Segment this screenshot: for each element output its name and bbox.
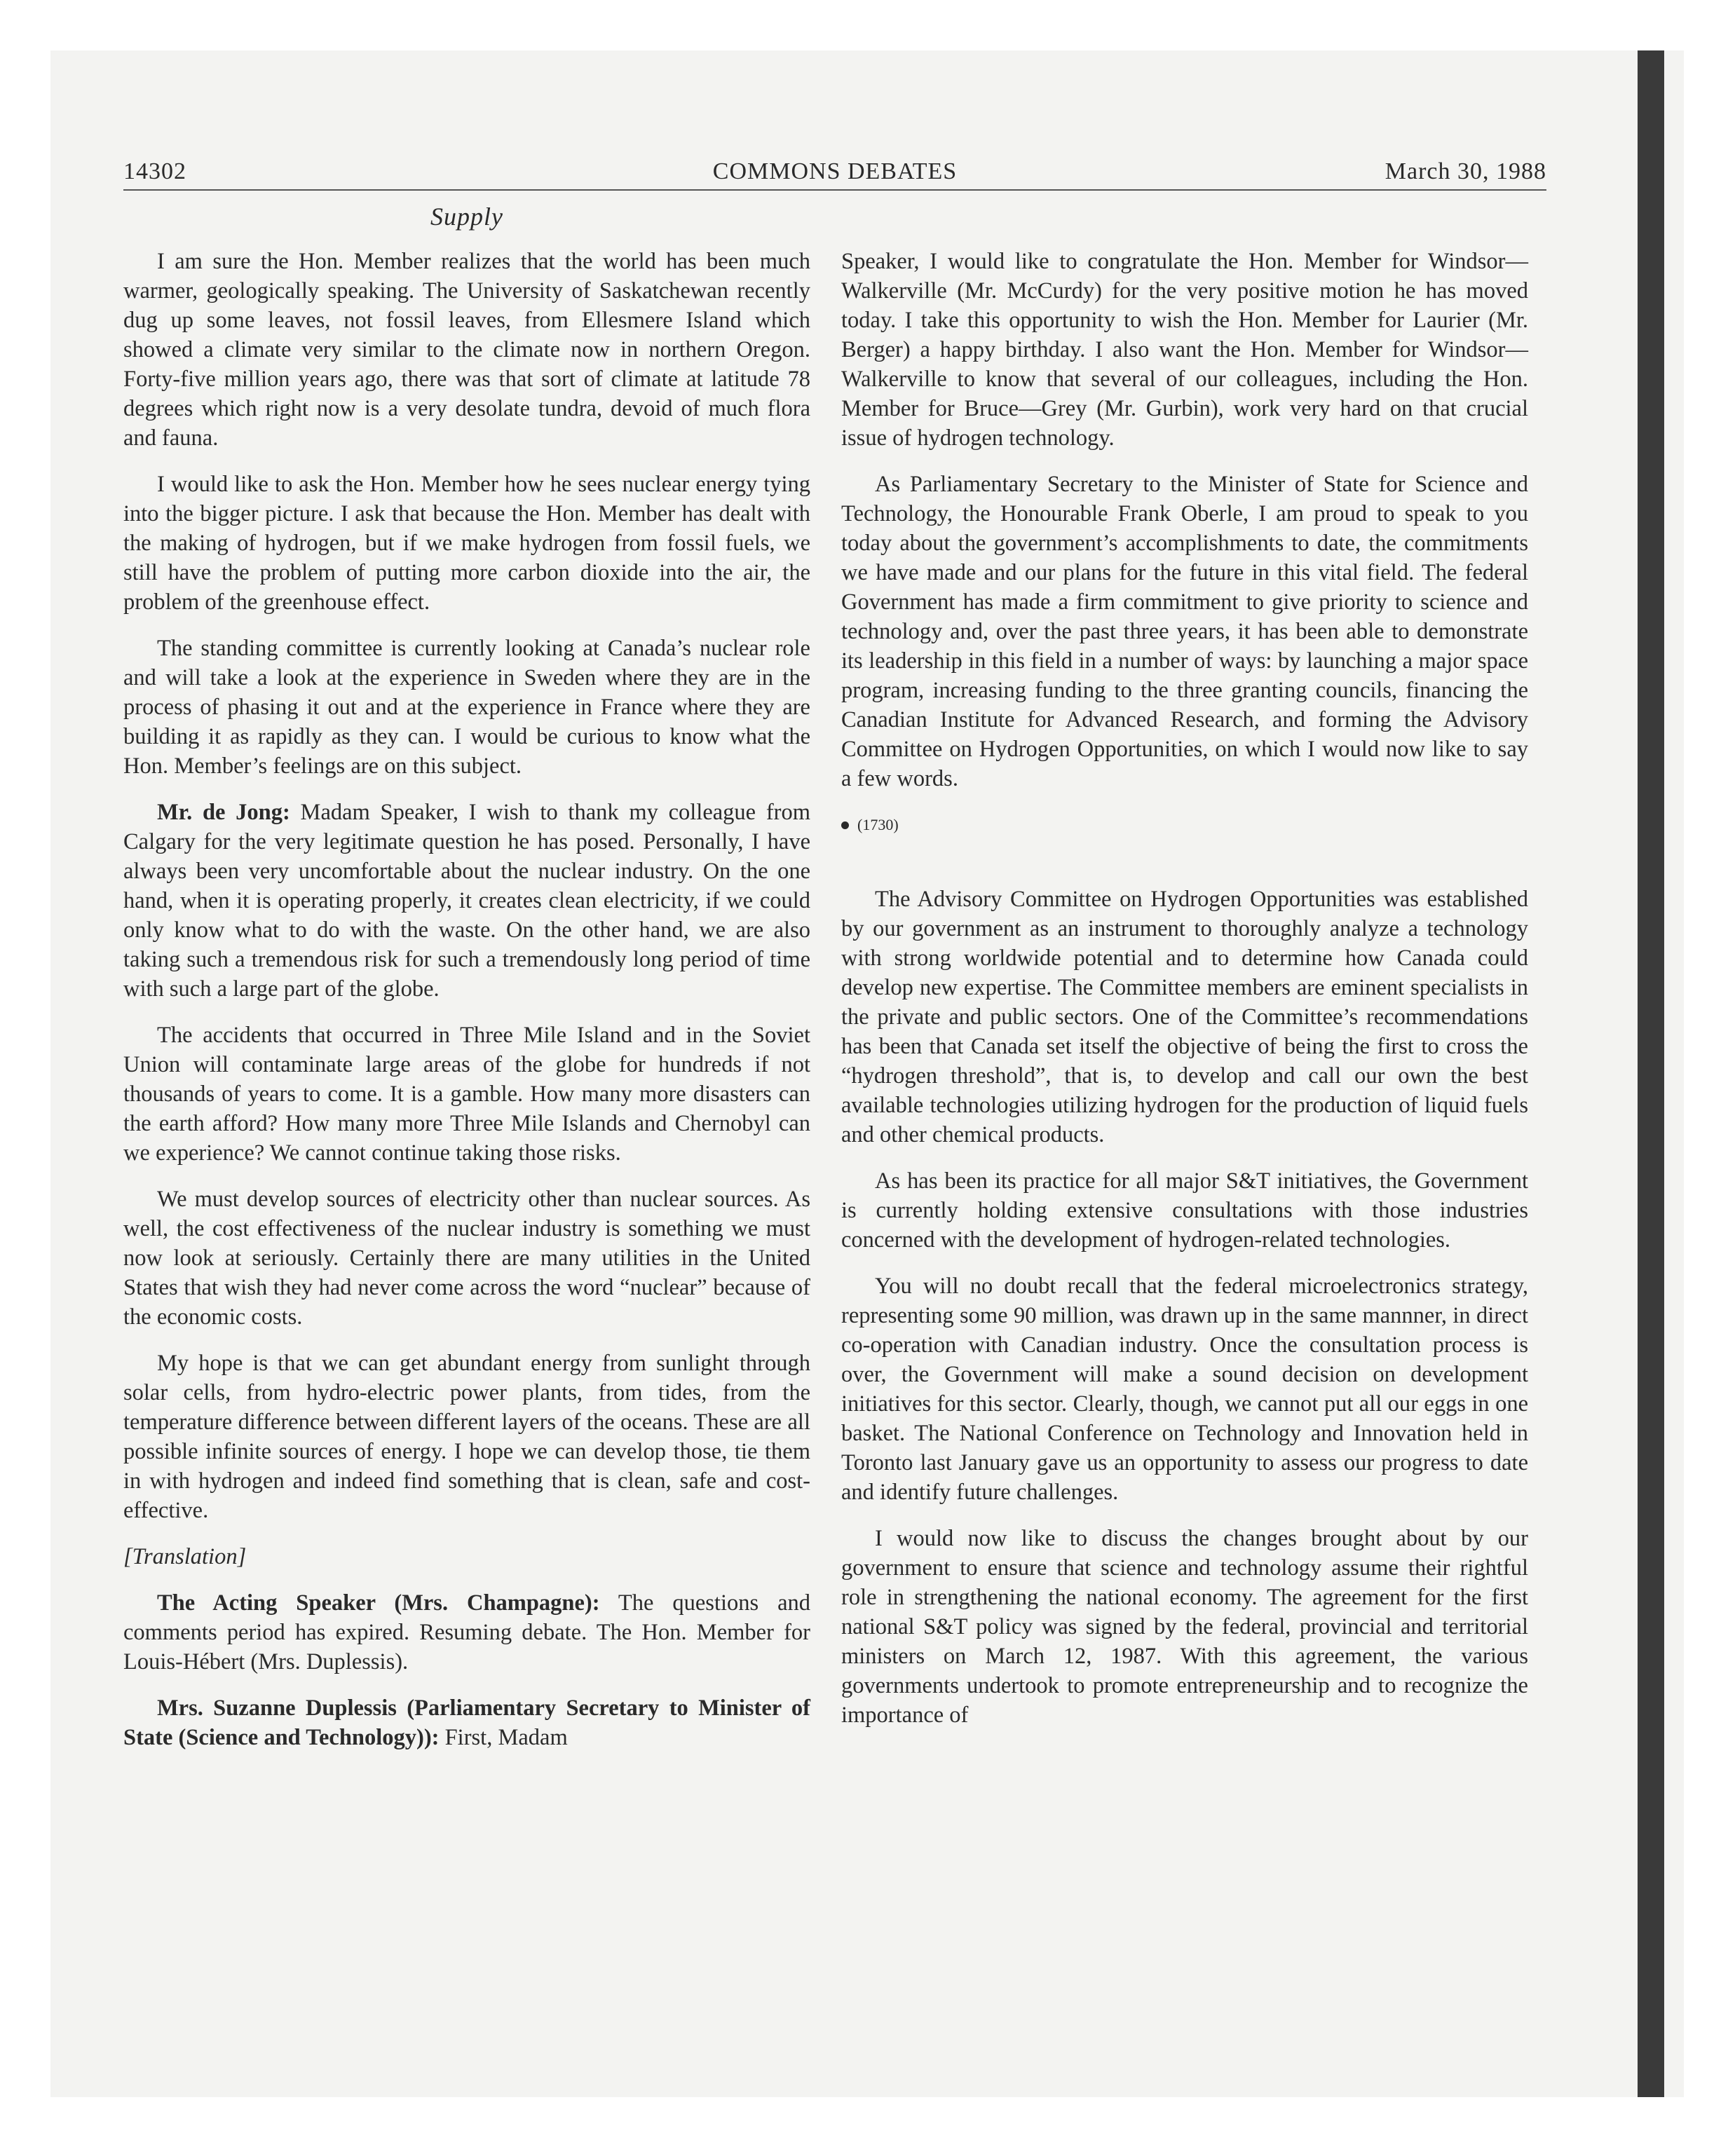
speech-text: The questions and comments period has expired. Resuming debate. The Hon. Member for Louis-Hébert (Mrs. Duplessis).	[123, 1590, 810, 1674]
page-header	[123, 147, 1546, 191]
left-column	[123, 247, 810, 1769]
page-number: 14302	[123, 158, 186, 184]
speaker-name: Mr. de Jong:	[157, 800, 290, 825]
right-column	[841, 247, 1528, 1747]
paragraph	[123, 1693, 810, 1752]
paragraph: The Advisory Committee on Hydrogen Opportunities was established by our government as an instrument to thoroughly analyze a technology with strong worldwide potential and to determine how Canada could develop new expertise. The Committee members are eminent specialists in the private and public sectors. One of the Committee’s recommendations has been that Canada set itself the objective of being the first to cross the “hydrogen threshold”, that is, to develop and call our own the best available technologies utilizing hydrogen for the production of liquid fuels and other chemical products.	[841, 887, 1528, 1147]
paragraph: As Parliamentary Secretary to the Minister of State for Science and Technology, the Honourable Frank Oberle, I am proud to speak to you today about the government’s accomplishments to date, the commitments we have made and our plans for the future in this vital field. The federal Government has made a firm commitment to give priority to science and technology and, over the past three years, it has been able to demonstrate its leadership in this field in a number of ways: by launching a major space program, increasing funding to the three granting councils, financing the Canadian Institute for Advanced Research, and forming the Advisory Committee on Hydrogen Opportunities, on which I would now like to say a few words.	[841, 472, 1528, 791]
time-stamp: (1730)	[857, 816, 899, 833]
paragraph: As has been its practice for all major S&T initiatives, the Government is currently holding extensive consultations with those industries concerned with the development of hydrogen-related technologies.	[841, 1168, 1528, 1253]
paragraph: I would now like to discuss the changes brought about by our government to ensure that science and technology assume their rightful role in strengthening the national economy. The agreement for the first national S&T policy was signed by the federal, provincial and territorial ministers on March 12, 1987. With this agreement, the various governments undertook to promote entrepreneurship and to recognize the importance of	[841, 1526, 1528, 1728]
paragraph: I would like to ask the Hon. Member how he sees nuclear energy tying into the bigger picture. I ask that because the Hon. Member has dealt with the making of hydrogen, but if we make hydrogen from fossil fuels, we still have the problem of putting more carbon dioxide into the air, the problem of the greenhouse effect.	[123, 472, 810, 615]
paragraph	[123, 1588, 810, 1677]
speaker-name: Mrs. Suzanne Duplessis (Parliamentary Secretary to Minister of State (Science and Technology)):	[123, 1696, 810, 1750]
paragraph	[123, 798, 810, 1004]
paragraph: My hope is that we can get abundant energy from sunlight through solar cells, from hydro-electric power plants, from tides, from the temperature difference between different layers of the oceans. These are all possible infinite sources of energy. I hope we can develop those, tie them in with hydrogen and indeed find something that is clean, safe and cost-effective.	[123, 1351, 810, 1523]
publication-date: March 30, 1988	[1384, 158, 1546, 184]
paragraph: The accidents that occurred in Three Mile Island and in the Soviet Union will contaminate large areas of the globe for hundreds if not thousands of years to come. It is a gamble. How many more disasters can the earth afford? How many more Three Mile Islands and Chernobyl can we experience? We cannot continue taking those risks.	[123, 1023, 810, 1166]
speech-text: First, Madam	[439, 1725, 568, 1750]
paragraph: I am sure the Hon. Member realizes that the world has been much warmer, geologically speaking. The University of Saskatchewan recently dug up some leaves, not fossil leaves, from Ellesmere Island which showed a climate very similar to the climate now in northern Oregon. Forty-five million years ago, there was that sort of climate at latitude 78 degrees which right now is a very desolate tundra, devoid of much flora and fauna.	[123, 249, 810, 451]
translation-label: Translation	[132, 1544, 238, 1569]
time-marker	[841, 810, 1528, 840]
scan-edge-bar	[1638, 50, 1664, 2097]
section-title: Supply	[430, 203, 503, 231]
paragraph: Speaker, I would like to congratulate the Hon. Member for Windsor—Walkerville (Mr. McCurdy) for the very positive motion he has moved today. I take this opportunity to wish the Hon. Member for Laurier (Mr. Berger) a happy birthday. I also want the Hon. Member for Windsor—Walkerville to know that several of our colleagues, including the Hon. Member for Bruce—Grey (Mr. Gurbin), work very hard on that crucial issue of hydrogen technology.	[841, 249, 1528, 451]
paragraph: The standing committee is currently looking at Canada’s nuclear role and will take a look at the experience in Sweden where they are in the process of phasing it out and at the experience in France where they are building it as rapidly as they can. I would be curious to know what the Hon. Member’s feelings are on this subject.	[123, 636, 810, 779]
speech-text: Madam Speaker, I wish to thank my colleague from Calgary for the very legitimate question he has posed. Personally, I have always been very uncomfortable about the nuclear industry. On the one hand, when it is operating properly, it creates clean electricity, if we could only know what to do with the waste. On the other hand, we are also taking such a tremendous risk for such a tremendously long period of time with such a large part of the globe.	[123, 800, 810, 1002]
paragraph: We must develop sources of electricity other than nuclear sources. As well, the cost effectiveness of the nuclear industry is something we must now look at seriously. Certainly there are many utilities in the United States that wish they had never come across the word “nuclear” because of the economic costs.	[123, 1187, 810, 1330]
bullet-icon	[841, 821, 849, 829]
bracket-open: [	[123, 1544, 132, 1569]
translation-note	[123, 1542, 810, 1571]
publication-title: COMMONS DEBATES	[712, 158, 958, 184]
speaker-name: The Acting Speaker (Mrs. Champagne):	[157, 1590, 600, 1616]
bracket-close: ]	[237, 1544, 247, 1569]
paragraph: You will no doubt recall that the federal microelectronics strategy, representing some 90 million, was drawn up in the same mannner, in direct co-operation with Canadian industry. Once the consultation process is over, the Government will make a sound decision on development initiatives for this sector. Clearly, though, we cannot put all our eggs in one basket. The National Conference on Technology and Innovation held in Toronto last January gave us an opportunity to assess our progress to date and identify future challenges.	[841, 1274, 1528, 1505]
